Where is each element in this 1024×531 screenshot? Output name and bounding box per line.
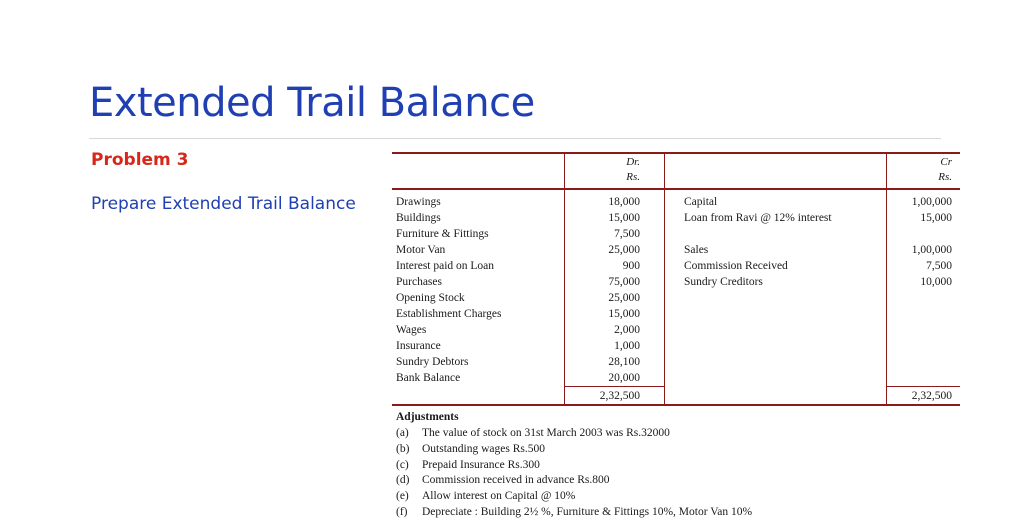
adjustment-text: Allow interest on Capital @ 10% — [422, 490, 576, 503]
debit-account: Buildings — [396, 212, 441, 224]
credit-total: 2,32,500 — [911, 390, 952, 402]
header-rule — [392, 188, 960, 190]
dr-header: Dr. Rs. — [626, 156, 640, 183]
debit-amount: 20,000 — [608, 372, 640, 384]
debit-account: Bank Balance — [396, 372, 461, 384]
debit-account: Insurance — [396, 340, 441, 352]
debit-account: Sundry Debtors — [396, 356, 469, 368]
adjustment-text: Commission received in advance Rs.800 — [422, 474, 610, 487]
credit-account: Commission Received — [684, 260, 788, 272]
table-top-rule — [392, 152, 960, 154]
adjustment-item — [396, 489, 956, 505]
credit-amounts — [892, 194, 952, 290]
debit-account: Establishment Charges — [396, 308, 502, 320]
credit-amount: 7,500 — [926, 260, 952, 272]
adjustment-label: (e) — [396, 490, 409, 503]
debit-amount: 18,000 — [608, 196, 640, 208]
instruction-text: Prepare Extended Trail Balance — [91, 194, 356, 214]
adjustment-label: (c) — [396, 458, 409, 471]
cr-amount-divider — [886, 152, 887, 405]
debit-amount: 25,000 — [608, 292, 640, 304]
cr-total-top-rule — [886, 386, 960, 387]
adjustment-label: (f) — [396, 505, 408, 518]
adjustment-text: The value of stock on 31st March 2003 was Rs.32000 — [422, 427, 670, 439]
debit-total: 2,32,500 — [599, 390, 640, 402]
debit-account: Furniture & Fittings — [396, 228, 489, 240]
debit-amount: 25,000 — [608, 244, 640, 256]
debit-amount: 28,100 — [608, 356, 640, 368]
debit-amount: 75,000 — [608, 276, 640, 288]
debit-amount: 900 — [622, 260, 640, 272]
adjustment-label: (b) — [396, 442, 410, 455]
adjustment-item — [396, 442, 956, 458]
credit-amount: 15,000 — [920, 212, 952, 224]
debit-account: Interest paid on Loan — [396, 260, 495, 272]
adjustment-label: (a) — [396, 427, 409, 439]
debit-account: Motor Van — [396, 244, 446, 256]
adjustment-text: Depreciate : Building 2½ %, Furniture & Fittings 10%, Motor Van 10% — [422, 505, 753, 518]
debit-amount: 2,000 — [614, 324, 640, 336]
problem-label: Problem 3 — [91, 150, 189, 170]
title-divider — [89, 138, 941, 139]
credit-accounts — [684, 194, 832, 290]
debit-account: Wages — [396, 324, 427, 336]
table-bottom-rule — [392, 404, 960, 406]
credit-amount: 1,00,000 — [911, 244, 952, 256]
credit-amount: 1,00,000 — [911, 196, 952, 208]
debit-amount: 1,000 — [614, 340, 640, 352]
adjustment-text: Outstanding wages Rs.500 — [422, 442, 545, 455]
adjustment-item — [396, 473, 956, 489]
adjustment-label: (d) — [396, 474, 410, 487]
cr-header: Cr Rs. — [938, 156, 952, 183]
trial-balance-image — [392, 152, 962, 531]
debit-account: Opening Stock — [396, 292, 465, 304]
adjustments-heading: Adjustments — [396, 411, 459, 423]
dr-total-top-rule — [564, 386, 664, 387]
debit-accounts — [396, 194, 502, 386]
adjustment-text: Prepaid Insurance Rs.300 — [422, 458, 540, 471]
credit-account: Sales — [684, 244, 709, 256]
center-divider — [664, 152, 665, 405]
adjustment-item — [396, 426, 956, 442]
debit-account: Drawings — [396, 196, 441, 208]
adjustment-item — [396, 458, 956, 474]
debit-amount: 15,000 — [608, 212, 640, 224]
slide-title: Extended Trail Balance — [89, 80, 535, 126]
debit-amount: 15,000 — [608, 308, 640, 320]
credit-account: Capital — [684, 196, 718, 208]
debit-amounts — [570, 194, 640, 386]
debit-amount: 7,500 — [614, 228, 640, 240]
credit-account — [684, 226, 832, 242]
adjustments-block — [396, 409, 956, 521]
credit-account: Loan from Ravi @ 12% interest — [684, 212, 832, 224]
credit-account: Sundry Creditors — [684, 276, 763, 288]
credit-amount — [892, 226, 952, 242]
adjustment-item — [396, 505, 956, 521]
dr-amount-divider — [564, 152, 565, 405]
debit-account: Purchases — [396, 276, 442, 288]
credit-amount: 10,000 — [920, 276, 952, 288]
